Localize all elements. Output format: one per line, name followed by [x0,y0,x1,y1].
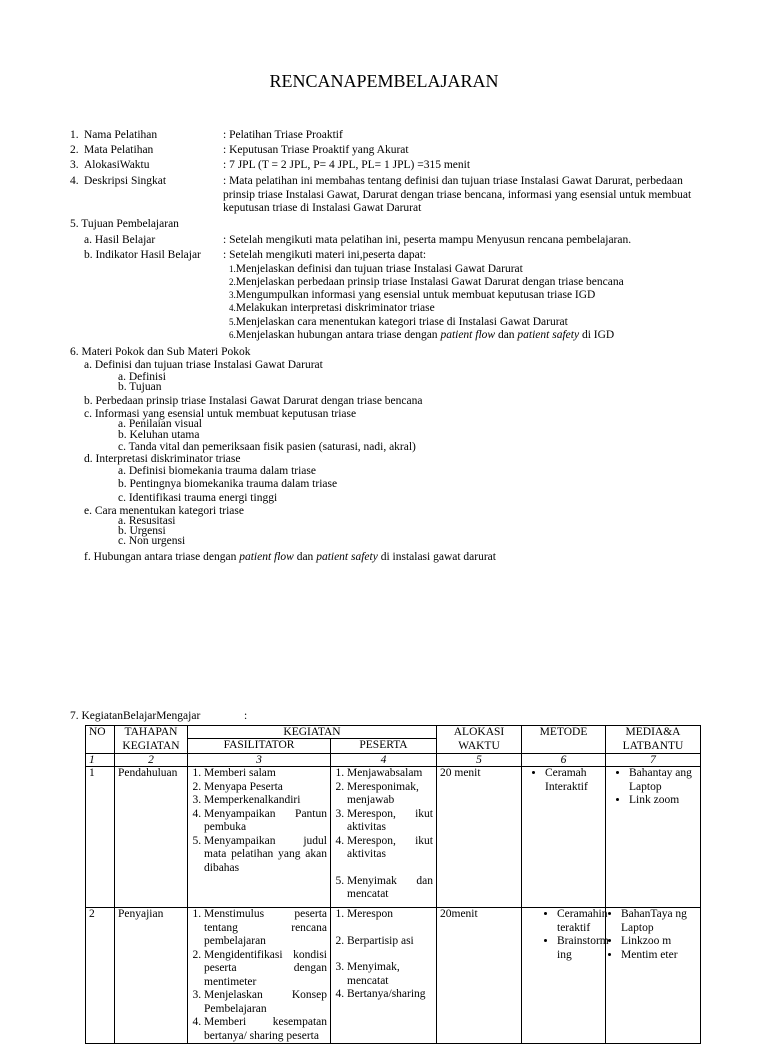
materi-item: c. Informasi yang esensial untuk membuat keputusan triase [84,408,357,420]
row-peserta [331,908,437,1044]
hasil-belajar-value: : Setelah mengikuti mata pelatihan ini, peserta mampu Menyusun rencana pembelajaran. [223,234,632,246]
list-item: 3. Menyimak, mencatat [347,961,433,988]
materi-subitem: c. Identifikasi trauma energi tinggi [118,492,278,504]
indikator-value: : Setelah mengikuti materi ini,peserta dapat: [223,249,427,261]
list-item: • Brainstorm ing [557,935,602,962]
materi-subitem: a. Definisi [118,371,166,383]
info-label: Nama Pelatihan [84,129,158,141]
info-value: : Pelatihan Triase Proaktif [223,129,343,141]
header-tahapan: TAHAPAN KEGIATAN [115,726,188,754]
list-item: 2. Mengidentifikasi kondisi peserta dengan mentimeter [204,949,327,990]
header-kegiatan: KEGIATAN [188,726,437,739]
row-metode [522,767,606,908]
indikator-item: 5.Menjelaskan cara menentukan kategori triase di Instalasi Gawat Darurat [229,316,568,328]
row-no: 2 [86,908,115,1044]
list-item: • Bahantay ang Laptop [629,767,697,794]
info-value-description: : Mata pelatihan ini membahas tentang definisi dan tujuan triase Instalasi Gawat Darurat, perbedaan prinsip triase Instalasi Gawat, Darurat dengan triase bencana, informasi yang esensial untuk membuat keputusan triase di Instalasi Gawat Darurat [223,175,692,214]
list-item: 2. Berpartisip asi [347,935,433,949]
materi-item: d. Interpretasi diskriminator triase [84,453,241,465]
materi-subitem: c. Non urgensi [118,535,186,547]
list-item: 3. Menjelaskan Konsep Pembelajaran [204,989,327,1016]
materi-item: e. Cara menentukan kategori triase [84,505,244,517]
hasil-belajar-label: a. Hasil Belajar [84,234,156,246]
list-item: • Ceramahin teraktif [557,908,602,935]
list-item: • Link zoom [629,794,697,808]
indikator-label: b. Indikator Hasil Belajar [84,249,201,261]
materi-subitem: c. Tanda vital dan pemeriksaan fisik pasien (saturasi, nadi, akral) [118,441,416,453]
header-metode: METODE [522,726,606,754]
list-item: 1. Memberi salam [204,767,327,781]
list-item: 4. Bertanya/sharing [347,988,433,1002]
list-item: 5. Menyimak dan mencatat [347,875,433,902]
info-value: : Keputusan Triase Proaktif yang Akurat [223,144,409,156]
materi-item: f. Hubungan antara triase dengan patient flow dan patient safety di instalasi gawat darurat [84,551,496,563]
column-number: 1 [86,754,115,767]
materi-item: b. Perbedaan prinsip triase Instalasi Gawat Darurat dengan triase bencana [84,395,423,407]
kegiatan-table [85,725,701,1044]
materi-subitem: b. Pentingnya biomekanika trauma dalam triase [118,478,338,490]
header-fasilitator: FASILITATOR [188,739,331,754]
list-item: • Linkzoo m [621,935,697,949]
list-item: 4. Menyampaikan Pantun pembuka [204,808,327,835]
list-item: • Mentim eter [621,949,697,963]
tujuan-heading: 5. Tujuan Pembelajaran [70,218,179,230]
indikator-item: 3.Mengumpulkan informasi yang esensial untuk membuat keputusan triase IGD [229,289,596,301]
list-item: 1. Menstimulus peserta tentang rencana pembelajaran [204,908,327,949]
row-peserta [331,767,437,908]
row-media [606,908,701,1044]
info-label: Deskripsi Singkat [84,175,167,187]
column-number: 2 [115,754,188,767]
row-tahapan: Penyajian [115,908,188,1044]
info-label: AlokasiWaktu [84,159,150,171]
info-value: : 7 JPL (T = 2 JPL, P= 4 JPL, PL= 1 JPL) =315 menit [223,159,471,171]
materi-subitem: b. Tujuan [118,381,162,393]
row-metode [522,908,609,1044]
materi-subitem: a. Penilaian visual [118,418,202,430]
list-item: 5. Menyampaikan judul mata pelatihan yang akan dibahas [204,835,327,876]
list-item: 4. Merespon, ikut aktivitas [347,835,433,862]
info-no: 2. [70,144,79,156]
indikator-item: 6.Menjelaskan hubungan antara triase dengan patient flow dan patient safety di IGD [229,329,615,341]
document-title: RENCANAPEMBELAJARAN [269,71,499,91]
list-item: 3. Memperkenalkandiri [204,794,327,808]
list-item: 2. Menyapa Peserta [204,781,327,795]
kegiatan-heading: 7. KegiatanBelajarMengajar [70,710,201,722]
materi-subitem: b. Urgensi [118,525,166,537]
kegiatan-colon: : [244,710,248,722]
list-item: 1. Merespon [347,908,433,922]
info-label: Mata Pelatihan [84,144,154,156]
list-item: 2. Meresponimak, menjawab [347,781,433,808]
list-item: • Ceramah Interaktif [545,767,602,794]
info-no: 3. [70,159,79,171]
row-no: 1 [86,767,115,908]
indikator-item: 2.Menjelaskan perbedaan prinsip triase Instalasi Gawat Darurat dengan triase bencana [229,276,624,288]
list-item: 4. Memberi kesempatan bertanya/ sharing peserta [204,1016,327,1043]
row-fasilitator [188,767,331,908]
row-media [606,767,701,908]
info-no: 4. [70,175,79,187]
row-alokasi: 20 menit [437,767,522,908]
header-peserta: PESERTA [331,739,437,754]
row-fasilitator [188,908,331,1044]
header-media: MEDIA&A LATBANTU [606,726,701,754]
materi-subitem: b. Keluhan utama [118,429,200,441]
list-item: • BahanTaya ng Laptop [621,908,697,935]
list-item: 1. Menjawabsalam [347,767,433,781]
column-number: 5 [437,754,522,767]
row-alokasi: 20menit [437,908,522,1044]
materi-subitem: a. Definisi biomekania trauma dalam triase [118,465,316,477]
column-number: 4 [331,754,437,767]
indikator-item: 4.Melakukan interpretasi diskriminator triase [229,302,435,314]
header-alokasi: ALOKASI WAKTU [437,726,522,754]
list-item: 3. Merespon, ikut aktivitas [347,808,433,835]
materi-item: a. Definisi dan tujuan triase Instalasi Gawat Darurat [84,359,323,371]
indikator-item: 1.Menjelaskan definisi dan tujuan triase Instalasi Gawat Darurat [229,263,523,275]
column-number: 6 [522,754,606,767]
info-no: 1. [70,129,79,141]
table-row [86,767,701,908]
header-no: NO [86,726,115,754]
row-tahapan: Pendahuluan [115,767,188,908]
column-number: 7 [606,754,701,767]
materi-heading: 6. Materi Pokok dan Sub Materi Pokok [70,346,251,358]
column-number: 3 [188,754,331,767]
materi-subitem: a. Resusitasi [118,515,176,527]
table-row [86,908,701,1044]
